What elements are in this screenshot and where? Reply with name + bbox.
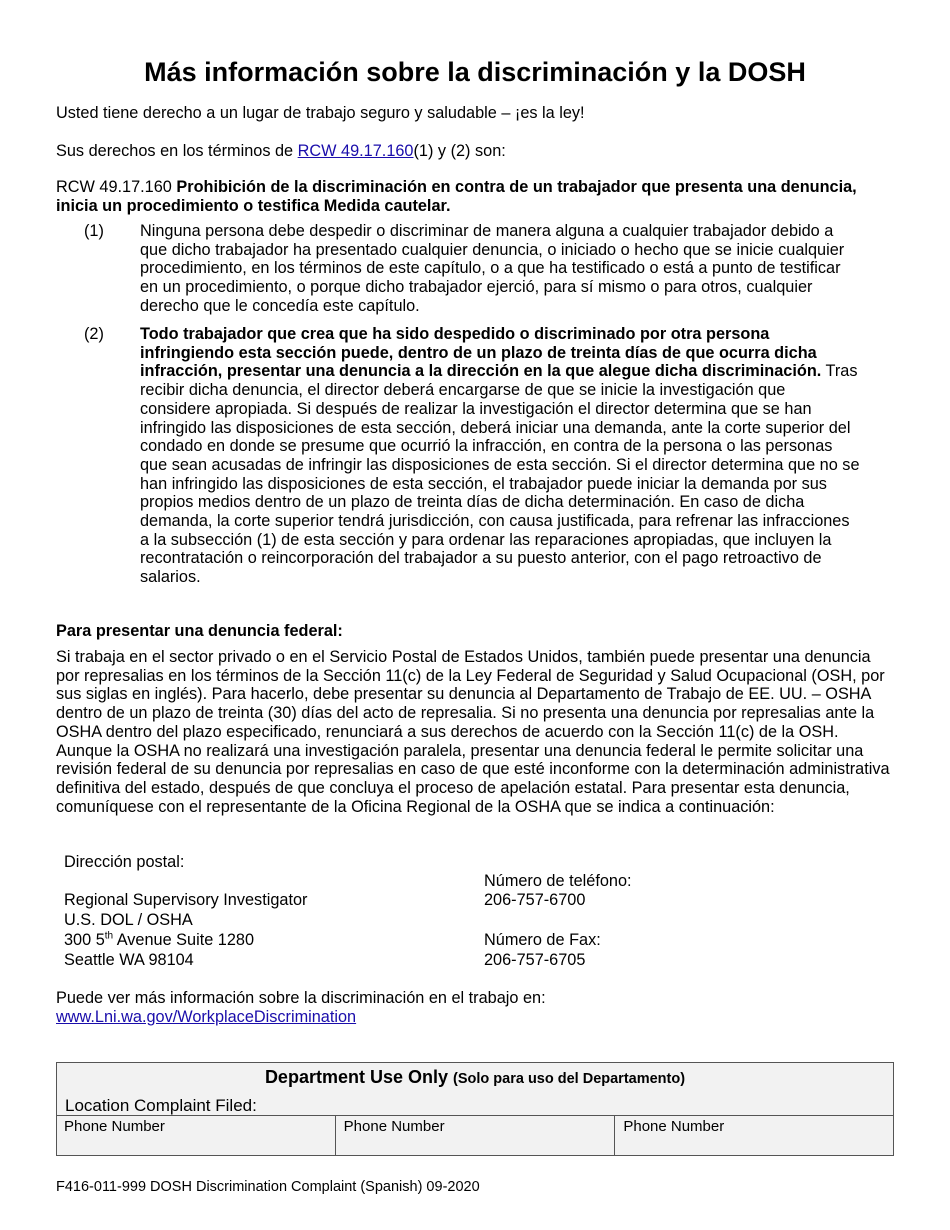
street-suffix: th [104, 930, 114, 942]
phone-row [56, 1115, 894, 1156]
intro-text: Usted tiene derecho a un lugar de trabajo seguro y saludable – ¡es la ley! [56, 104, 585, 122]
phone-value: 206-757-6700 [484, 891, 586, 909]
form-footer: F416-011-999 DOSH Discrimination Complaint (Spanish) 09-2020 [56, 1179, 480, 1195]
item-text: Ninguna persona debe despedir o discriminar de manera alguna a cualquier trabajador debido a que dicho trabajador ha presentado cualquier denuncia, o iniciado o hecho que se inicie cualquier procedimiento, en los términos de este capítulo, o a que ha testificado o está a punto de testificar en un procedimiento, o porque dicho trabajador ejerció, para sí mismo o para otros, cualquier derecho que le concedía este capítulo. [140, 222, 845, 315]
phone-field-2[interactable]: Phone Number [336, 1116, 616, 1156]
phone-field-3[interactable]: Phone Number [623, 1118, 725, 1135]
dept-subtitle: (Solo para uso del Departamento) [453, 1071, 686, 1087]
dept-title-text: Department Use Only [264, 1067, 448, 1087]
street-number: 300 5 [64, 931, 105, 949]
item-number: (2) [84, 325, 104, 343]
contact-street [64, 931, 254, 951]
location-label: Location Complaint Filed: [65, 1096, 257, 1115]
phone-label: Número de teléfono: [484, 872, 632, 890]
contact-city: Seattle WA 98104 [64, 951, 194, 969]
rights-prefix: Sus derechos en los términos de [56, 142, 298, 160]
item-body [140, 325, 860, 587]
federal-text: Si trabaja en el sector privado o en el Servicio Postal de Estados Unidos, también puede presentar una denuncia por represalias en los términos de la Sección 11(c) de la Ley Federal de Seguridad y Salud Ocupacional (OSH, por sus siglas en inglés). Para hacerlo, debe presentar su denuncia al Departamento de Trabajo de EE. UU. – OSHA dentro de un plazo de treinta (30) días del acto de represalia. Si no presenta una denuncia por represalias ante la OSHA dentro del plazo especificado, renunciará a sus derechos de acuerdo con la Sección 11(c) de la OSH. Aunque la OSHA no realizará una investigación paralela, presentar una denuncia federal le permite solicitar una revisión federal de su denuncia por represalias en caso de que esté inconforme con la determinación administrativa definitiva del estado, después de que concluya el proceso de apelación estatal. Para presentar esta denuncia, comuníquese con el representante de la Oficina Regional de la OSHA que se indica a continuación: [56, 648, 890, 816]
department-use-box [56, 1062, 894, 1156]
federal-heading-text: Para presentar una denuncia federal: [56, 622, 343, 640]
item-text: Tras recibir dicha denuncia, el director deberá encargarse de que se inicie la investigación que considere apropiada. Si después de realizar la investigación el director determina que se han infringido las disposiciones de esta sección, deberá iniciar una demanda, ante la corte superior del condado en donde se presume que ocurrió la infracción, en contra de la persona o las personas que sean acusadas de infringir las disposiciones de esta sección. Si el director determina que no se han infringido las disposiciones de esta sección, el trabajador puede iniciar la demanda por sus propios medios dentro de un plazo de treinta días de dicha determinación. En caso de dicha demanda, la corte superior tendrá jurisdicción, con causa justificada, para refrenar las infracciones a la subsección (1) de esta sección y para ordenar las reparaciones apropiadas, que incluyen la recontratación o reincorporación del trabajador a su puesto anterior, con el pago retroactivo de salarios. [140, 362, 860, 587]
more-info-line [56, 1008, 356, 1028]
statute-heading [56, 178, 894, 215]
federal-heading [56, 622, 894, 641]
fax-value: 206-757-6705 [484, 951, 586, 969]
phone-field-1[interactable]: Phone Number [56, 1116, 336, 1156]
rights-suffix: (1) y (2) son: [413, 142, 506, 160]
rcw-link[interactable]: RCW 49.17.160 [297, 142, 414, 160]
street-rest: Avenue Suite 1280 [113, 931, 255, 949]
page-title: Más información sobre la discriminación y la DOSH [144, 57, 806, 87]
contact-name: Regional Supervisory Investigator [64, 891, 308, 909]
fax-label: Número de Fax: [484, 931, 601, 949]
statute-code: RCW 49.17.160 [56, 178, 172, 196]
item-number: (1) [84, 222, 104, 240]
contact-org: U.S. DOL / OSHA [64, 911, 193, 929]
more-info-text: Puede ver más información sobre la discriminación en el trabajo en: [56, 989, 546, 1007]
statute-title: Prohibición de la discriminación en contra de un trabajador que presenta una denuncia, inicia un procedimiento o testifica Medida cautelar. [56, 178, 857, 215]
dept-title [57, 1066, 893, 1090]
rights-line [56, 142, 894, 161]
mail-label: Dirección postal: [64, 853, 185, 871]
item-bold-text: Todo trabajador que crea que ha sido despedido o discriminado por otra persona infringiendo esta sección puede, dentro de un plazo de treinta días de que ocurra dicha infracción, presentar una denuncia a la dirección en la que alegue dicha discriminación. [140, 325, 822, 381]
workplace-discrimination-link[interactable]: www.Lni.wa.gov/WorkplaceDiscrimination [56, 1008, 357, 1026]
